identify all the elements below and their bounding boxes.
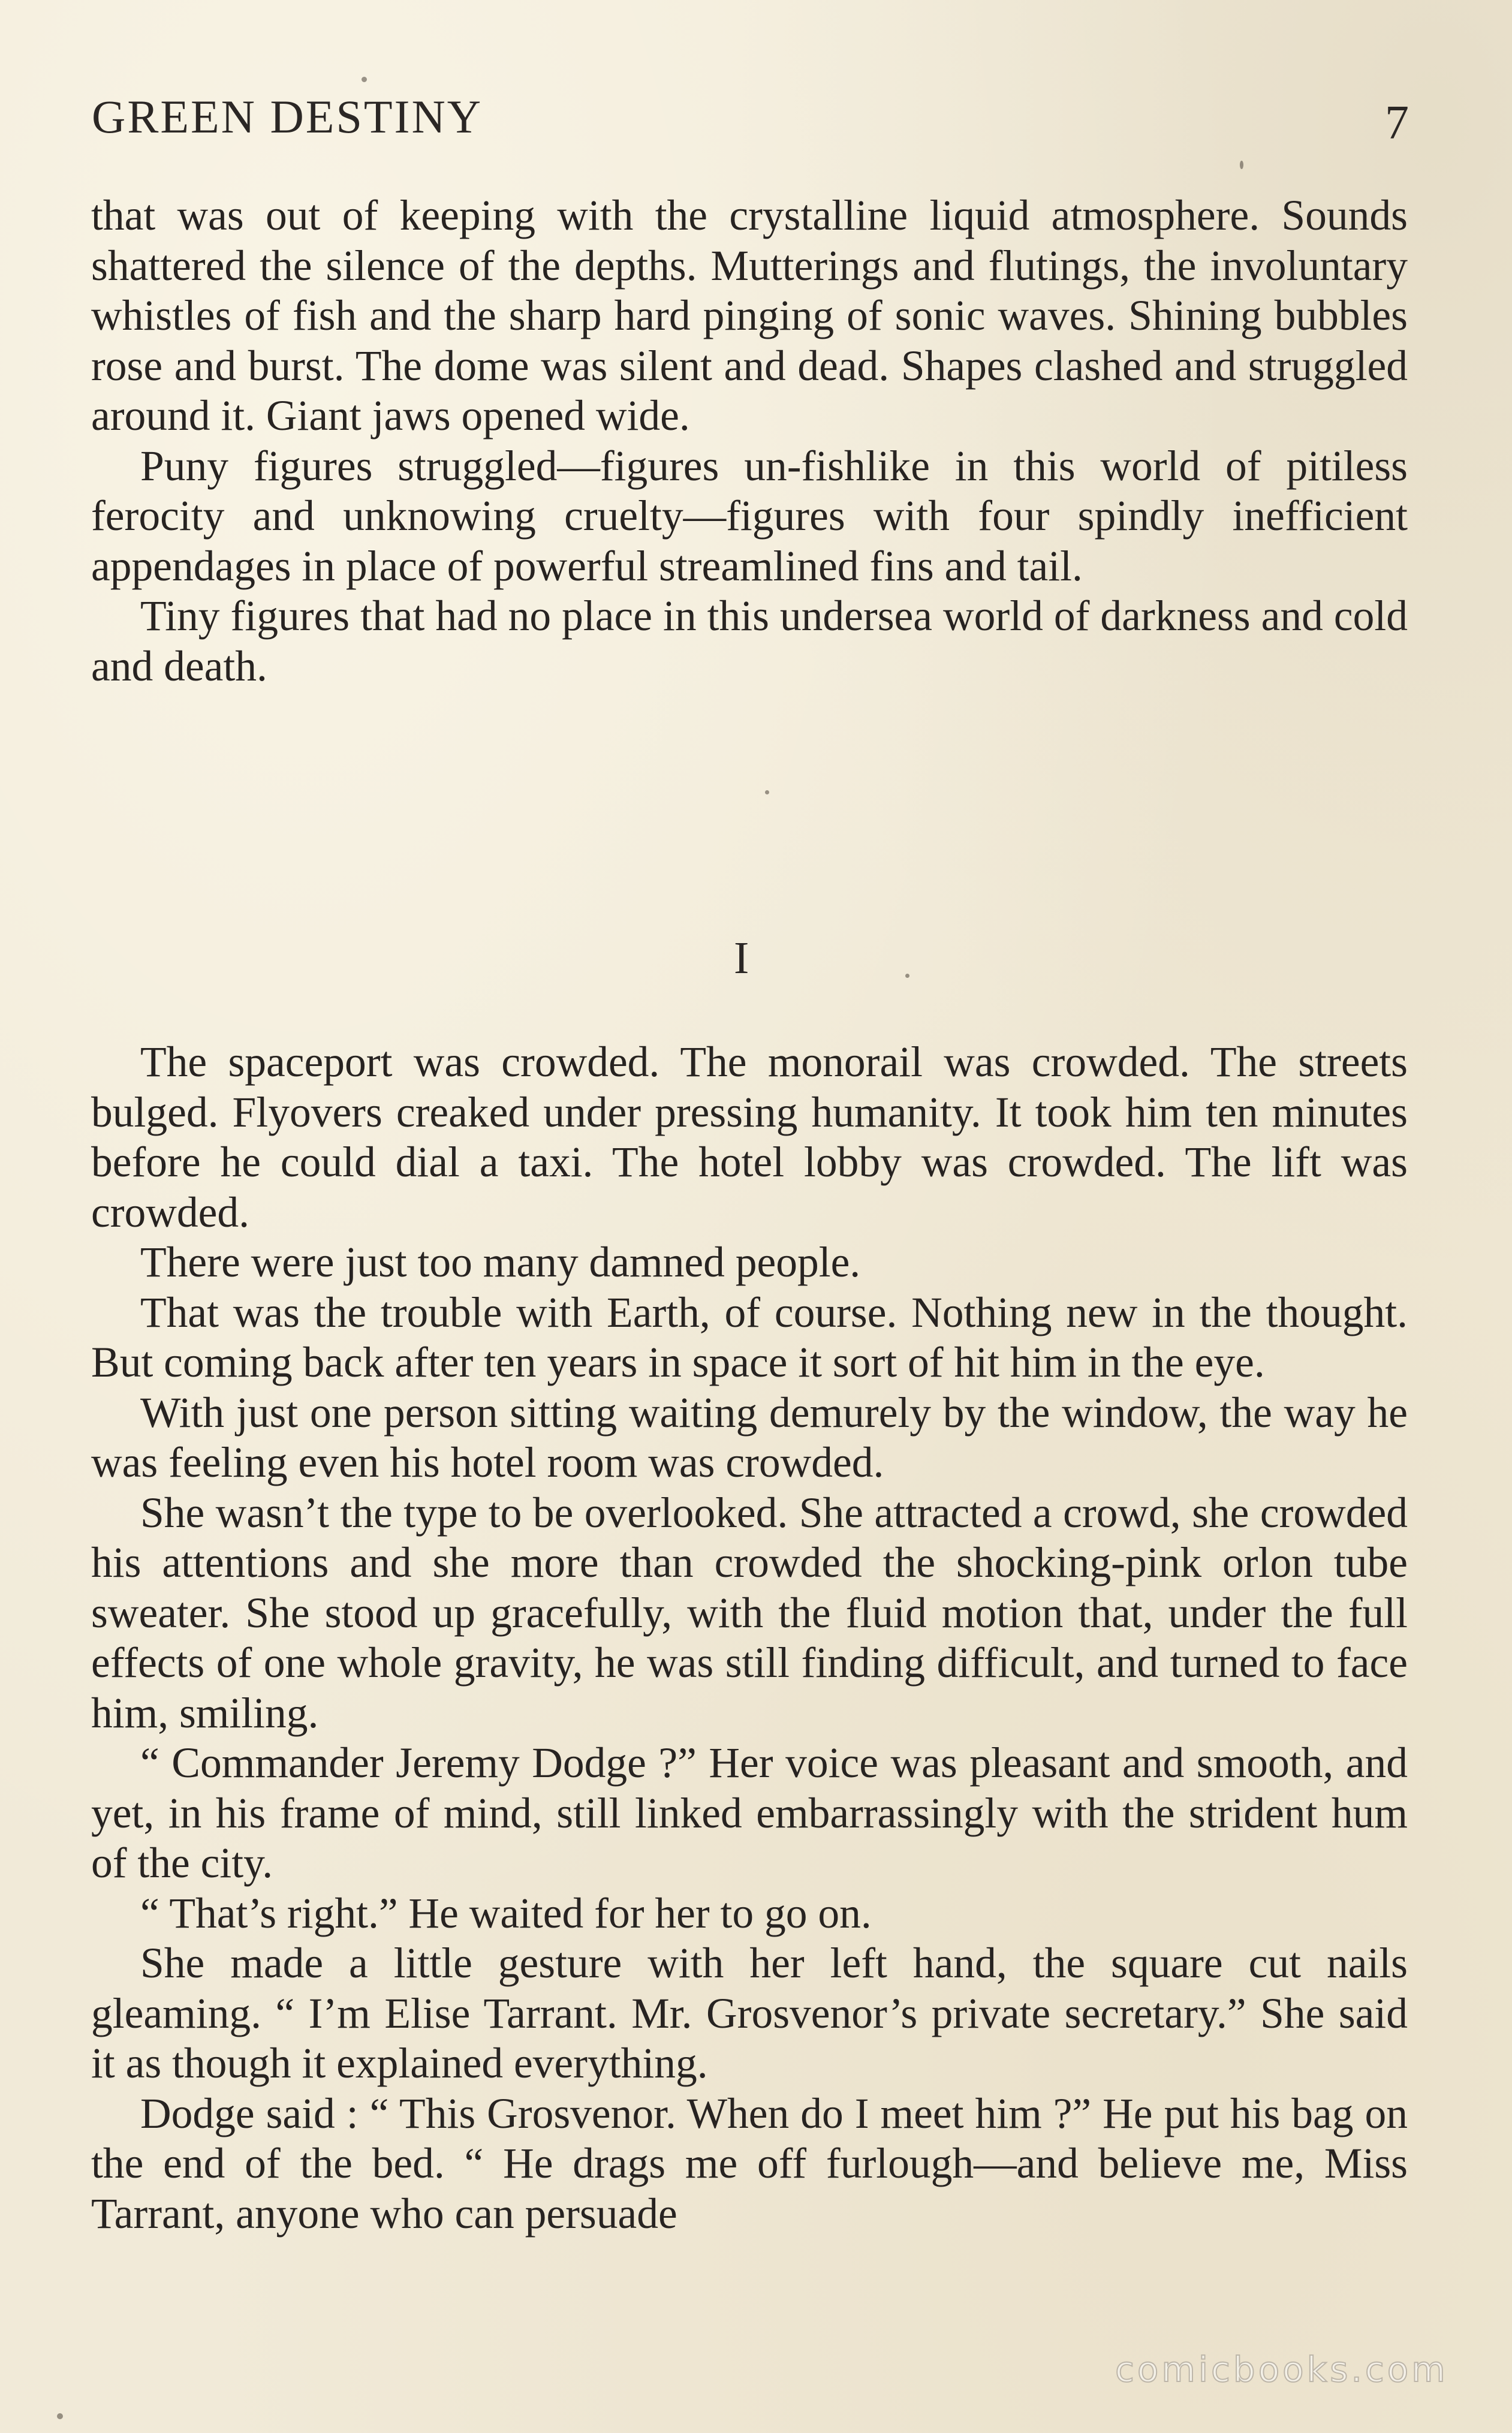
paper-speck <box>765 790 769 794</box>
watermark: comicbooks.com <box>1115 2349 1448 2390</box>
paragraph: Puny figures struggled—figures un-fishlike in this world of pitiless ferocity and unknowing cruelty—figures with four spindly inefficient appendages in place of powerful streamlined fins and tail. <box>91 442 1408 590</box>
page-number: 7 <box>1385 97 1409 149</box>
text-section-opening <box>91 191 1408 691</box>
paper-speck <box>905 974 909 978</box>
paragraph: Tiny figures that had no place in this undersea world of darkness and cold and death. <box>91 592 1408 690</box>
paragraph: The spaceport was crowded. The monorail was crowded. The streets bulged. Flyovers creaked under pressing humanity. It took him ten minutes before he could dial a taxi. The hotel lobby was crowded. The lift was crowded. <box>91 1038 1408 1236</box>
paragraph: She wasn’t the type to be overlooked. She attracted a crowd, she crowded his attentions and she more than crowded the shocking-pink orlon tube sweater. She stood up gracefully, with the fluid motion that, under the full effects of one whole gravity, he was still finding difficult, and turned to face him, smiling. <box>91 1489 1408 1737</box>
paragraph: That was the trouble with Earth, of course. Nothing new in the thought. But coming back after ten years in space it sort of hit him in the eye. <box>91 1288 1408 1386</box>
running-title: GREEN DESTINY <box>92 91 483 143</box>
paper-speck <box>362 77 367 82</box>
paragraph: Dodge said : “ This Grosvenor. When do I meet him ?” He put his bag on the end of the bed. “ He drags me off furlough—and believe me, Miss Tarrant, anyone who can persuade <box>91 2089 1408 2238</box>
paragraph: There were just too many damned people. <box>140 1239 861 1286</box>
paper-speck <box>1240 161 1243 169</box>
paragraph: “ Commander Jeremy Dodge ?” Her voice was pleasant and smooth, and yet, in his frame of mind, still linked embarrassingly with the strident hum of the city. <box>91 1739 1408 1887</box>
paragraph: With just one person sitting waiting demurely by the window, the way he was feeling even his hotel room was crowded. <box>91 1389 1408 1486</box>
text-section-chapter-one <box>91 1037 1408 2239</box>
paragraph: “ That’s right.” He waited for her to go on. <box>140 1889 872 1937</box>
paper-speck <box>57 2413 63 2419</box>
paragraph: that was out of keeping with the crystalline liquid atmosphere. Sounds shattered the silence of the depths. Mutterings and flutings, the involuntary whistles of fish and the sharp hard pinging of sonic waves. Shining bubbles rose and burst. The dome was silent and dead. Shapes clashed and struggled around it. Giant jaws opened wide. <box>91 192 1408 439</box>
chapter-number: I <box>734 933 749 983</box>
paragraph: She made a little gesture with her left hand, the square cut nails gleaming. “ I’m Elise Tarrant. Mr. Grosvenor’s private secretary.” She said it as though it explained everything. <box>91 1940 1408 2087</box>
